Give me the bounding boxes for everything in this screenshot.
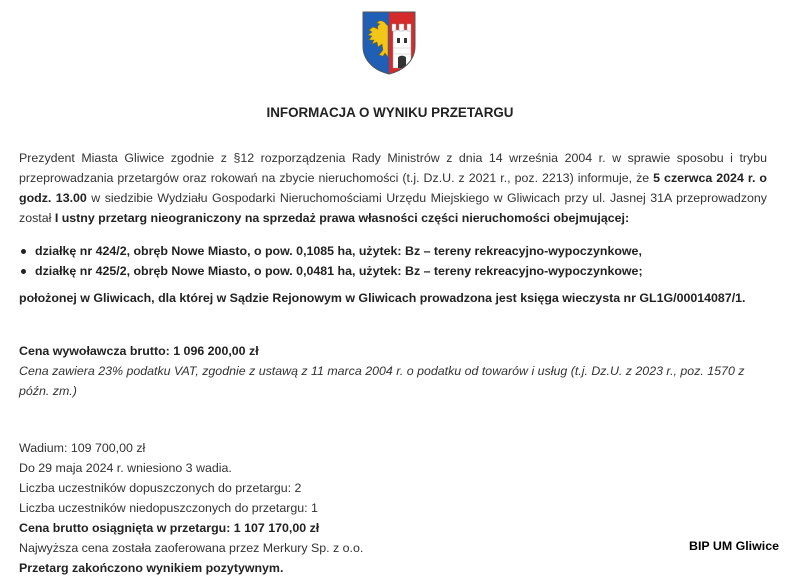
achieved-price: Cena brutto osiągnięta w przetargu: 1 107 170,00 zł	[19, 521, 320, 535]
bip-watermark: BIP UM Gliwice	[689, 539, 779, 553]
gliwice-coat-of-arms	[361, 10, 417, 76]
price-block	[19, 341, 767, 401]
document-body	[19, 148, 767, 578]
plot-text: działkę nr 424/2, obręb Nowe Miasto, o pow. 0,1085 ha, użytek: Bz – tereny rekreacyjno-wypoczynkowe,	[35, 244, 642, 258]
intro-text-2: w siedzibie Wydziału Gospodarki Nieruchomościami Urzędu Miejskiego w Gliwicach przy ul. Jasnej 31A przeprowadzony został	[19, 191, 767, 225]
intro-paragraph	[19, 148, 767, 228]
deposit-amount: Wadium: 109 700,00 zł	[19, 441, 146, 455]
auction-date: 5 czerwca 2024 r. o godz. 13.00	[19, 171, 767, 205]
plots-list	[19, 241, 767, 281]
results-details	[19, 438, 767, 578]
highest-bidder: Najwyższa cena została zaoferowana przez Merkury Sp. z o.o.	[19, 541, 364, 555]
not-admitted-count: Liczba uczestników niedopuszczonych do przetargu: 1	[19, 501, 318, 515]
plot-text: działkę nr 425/2, obręb Nowe Miasto, o pow. 0,0481 ha, użytek: Bz – tereny rekreacyjno-wypoczynkowe;	[35, 264, 643, 278]
land-register-info: położonej w Gliwicach, dla której w Sądzie Rejonowym w Gliwicach prowadzona jest księga wieczysta nr GL1G/00014087/1.	[19, 291, 746, 305]
tender-type: I ustny przetarg nieograniczony na sprzedaż prawa własności części nieruchomości obejmującej:	[54, 211, 630, 225]
intro-text-1: Prezydent Miasta Gliwice zgodnie z §12 rozporządzenia Rady Ministrów z dnia 14 września 2004 r. w sprawie sposobu i trybu przeprowadzania przetargów oraz rokowań na zbycie nieruchomości (t.j. Dz.U. z 2021 r., poz. 2213) informuje, że	[19, 151, 767, 185]
bullet-icon	[21, 249, 26, 254]
starting-price: Cena wywoławcza brutto: 1 096 200,00 zł	[19, 344, 259, 358]
vat-note: Cena zawiera 23% podatku VAT, zgodnie z ustawą z 11 marca 2004 r. o podatku od towarów i usług (t.j. Dz.U. z 2023 r., poz. 1570 z późn. zm.)	[19, 364, 745, 398]
document-title: INFORMACJA O WYNIKU PRZETARGU	[266, 105, 514, 120]
list-item	[19, 241, 767, 261]
tender-result: Przetarg zakończono wynikiem pozytywnym.	[19, 561, 284, 575]
admitted-count: Liczba uczestników dopuszczonych do przetargu: 2	[19, 481, 302, 495]
bullet-icon	[21, 269, 26, 274]
list-item	[19, 261, 767, 281]
deposits-paid: Do 29 maja 2024 r. wniesiono 3 wadia.	[19, 461, 232, 475]
